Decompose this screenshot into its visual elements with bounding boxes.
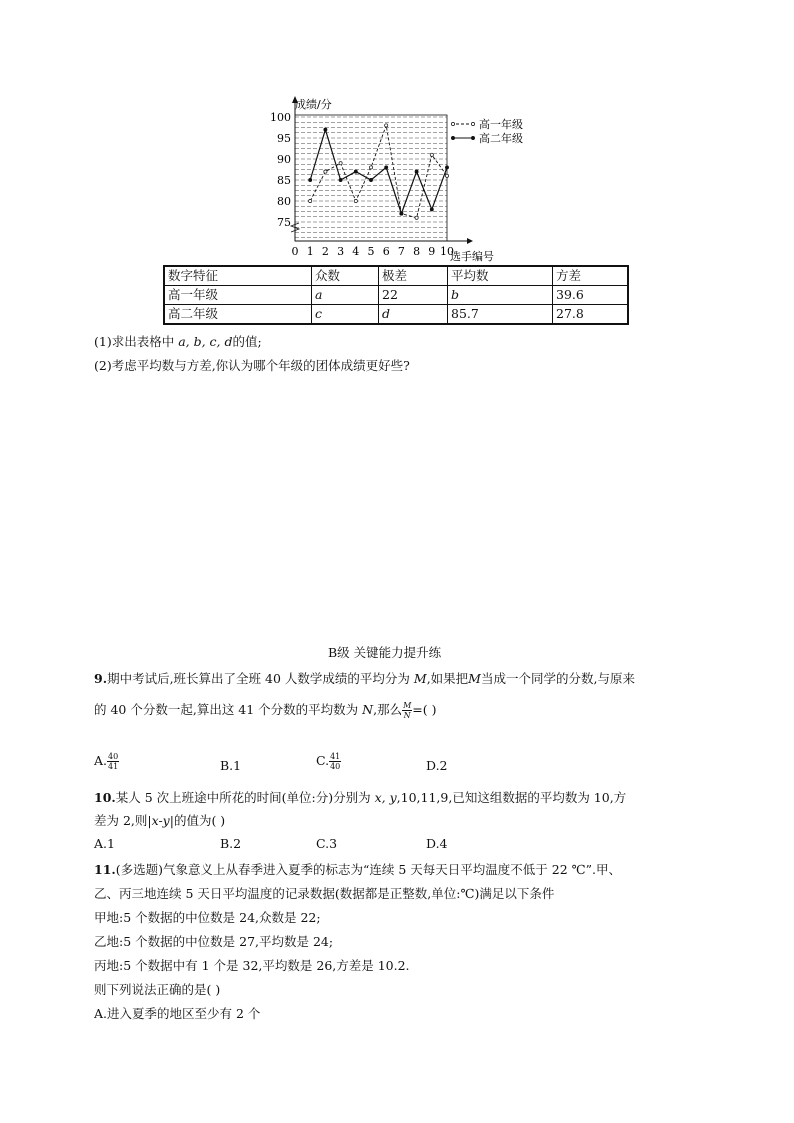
x-tick-label: 6 [382, 245, 390, 258]
section-title: B级 关键能力提升练 [328, 645, 442, 660]
table-cell: 27.8 [553, 305, 629, 325]
legend-marker [471, 122, 474, 125]
x-axis-label: 选手编号 [450, 250, 494, 263]
table-header-cell: 众数 [312, 266, 379, 286]
data-point [309, 178, 312, 181]
y-tick-label: 95 [277, 132, 291, 145]
legend-label: 高一年级 [479, 118, 523, 131]
x-tick-label: 9 [428, 245, 436, 258]
legend-marker [471, 136, 474, 139]
legend-marker [451, 122, 454, 125]
table-header-row [164, 266, 628, 286]
x-tick-label: 7 [397, 245, 405, 258]
fraction-m-over-n: $\frac{M}{N}$ [403, 701, 412, 720]
q8-part2: (2)考虑平均数与方差,你认为哪个年级的团体成绩更好些? [94, 358, 410, 373]
table-header-cell: 方差 [553, 266, 629, 286]
q11-line2: 乙、丙三地连续 5 天日平均温度的记录数据(数据都是正整数,单位:℃)满足以下条件 [94, 886, 555, 901]
series-line-1 [310, 125, 447, 217]
table-cell: d [379, 305, 448, 325]
q9-line1: 9.期中考试后,班长算出了全班 40 人数学成绩的平均分为 M,如果把M当成一个同学的分数,与原来 [94, 671, 635, 686]
data-point [415, 170, 418, 173]
data-point [445, 174, 448, 177]
data-point [324, 128, 327, 131]
y-axis-label: 成绩/分 [295, 98, 332, 111]
data-point [445, 166, 448, 169]
data-point [430, 208, 433, 211]
table-cell: 22 [379, 286, 448, 305]
table-header-cell: 极差 [379, 266, 448, 286]
y-tick-label: 85 [277, 174, 291, 187]
table-cell: 39.6 [553, 286, 629, 305]
y-tick-label: 90 [277, 153, 291, 166]
q11-line4: 乙地:5 个数据的中位数是 27,平均数是 24; [94, 934, 334, 949]
q9-option-b: B.1 [220, 758, 242, 773]
q10-line2: 差为 2,则|x-y|的值为( ) [94, 813, 226, 828]
data-point [354, 199, 357, 202]
table-cell: c [312, 305, 379, 325]
q11-line6: 则下列说法正确的是( ) [94, 982, 221, 997]
x-tick-label: 10 [440, 245, 454, 258]
data-point [415, 216, 418, 219]
legend-label: 高二年级 [479, 132, 523, 145]
q10-option-d: D.4 [426, 836, 448, 851]
q11-line1: 11.(多选题)气象意义上从春季进入夏季的标志为“连续 5 天每天日平均温度不低于 22 ℃”.甲、 [94, 862, 621, 877]
data-point [339, 178, 342, 181]
data-point [309, 199, 312, 202]
data-point [324, 170, 327, 173]
table-row [164, 286, 628, 305]
x-tick-label: 4 [352, 245, 360, 258]
chart-grid [295, 115, 447, 241]
table-header-cell: 平均数 [448, 266, 553, 286]
y-tick-labels [270, 111, 291, 229]
q9-option-c: C. $\frac{41}{40}$ [316, 752, 341, 771]
series-line-2 [310, 130, 447, 214]
x-tick-label: 8 [413, 245, 421, 258]
y-tick-label: 75 [277, 216, 291, 229]
table-cell: 85.7 [448, 305, 553, 325]
q10-option-c: C.3 [316, 836, 338, 851]
data-point [400, 212, 403, 215]
q11-line5: 丙地:5 个数据中有 1 个是 32,平均数是 26,方差是 10.2. [94, 958, 410, 973]
score-line-chart [270, 96, 560, 266]
table-cell: b [448, 286, 553, 305]
data-point [354, 170, 357, 173]
data-point [369, 178, 372, 181]
table-header-cell: 数字特征 [164, 266, 312, 286]
q10-line1: 10.某人 5 次上班途中所花的时间(单位:分)分别为 x, y,10,11,9,已知这组数据的平均数为 10,方 [94, 790, 627, 805]
data-point [385, 124, 388, 127]
x-tick-label: 3 [337, 245, 345, 258]
table-row [164, 305, 628, 325]
q11-option-a: A.进入夏季的地区至少有 2 个 [94, 1006, 261, 1021]
legend-marker [451, 136, 454, 139]
q9-line2: 的 40 个分数一起,算出这 41 个分数的平均数为 N,那么 $\frac{M}{N}$ =( ) [94, 701, 437, 720]
q8-part1: (1)求出表格中 a, b, c, d的值; [94, 334, 262, 349]
q9-option-a: A. $\frac{40}{41}$ [94, 752, 119, 771]
q11-line3: 甲地:5 个数据的中位数是 24,众数是 22; [94, 910, 321, 925]
data-point [385, 166, 388, 169]
x-tick-label: 2 [321, 245, 329, 258]
q10-option-b: B.2 [220, 836, 242, 851]
y-tick-label: 80 [277, 195, 291, 208]
y-tick-label: 100 [270, 111, 291, 124]
q9-option-d: D.2 [426, 758, 448, 773]
table-cell: 高二年级 [164, 305, 312, 325]
statistics-table [163, 265, 629, 325]
q10-option-a: A.1 [94, 836, 115, 851]
table-cell: 高一年级 [164, 286, 312, 305]
table-cell: a [312, 286, 379, 305]
x-tick-labels [292, 245, 455, 258]
data-point [339, 162, 342, 165]
chart-legend [451, 117, 523, 145]
data-point [369, 166, 372, 169]
x-tick-label: 0 [291, 245, 299, 258]
x-tick-label: 1 [306, 245, 314, 258]
data-point [430, 153, 433, 156]
x-tick-label: 5 [367, 245, 375, 258]
x-axis-arrow [467, 238, 473, 244]
